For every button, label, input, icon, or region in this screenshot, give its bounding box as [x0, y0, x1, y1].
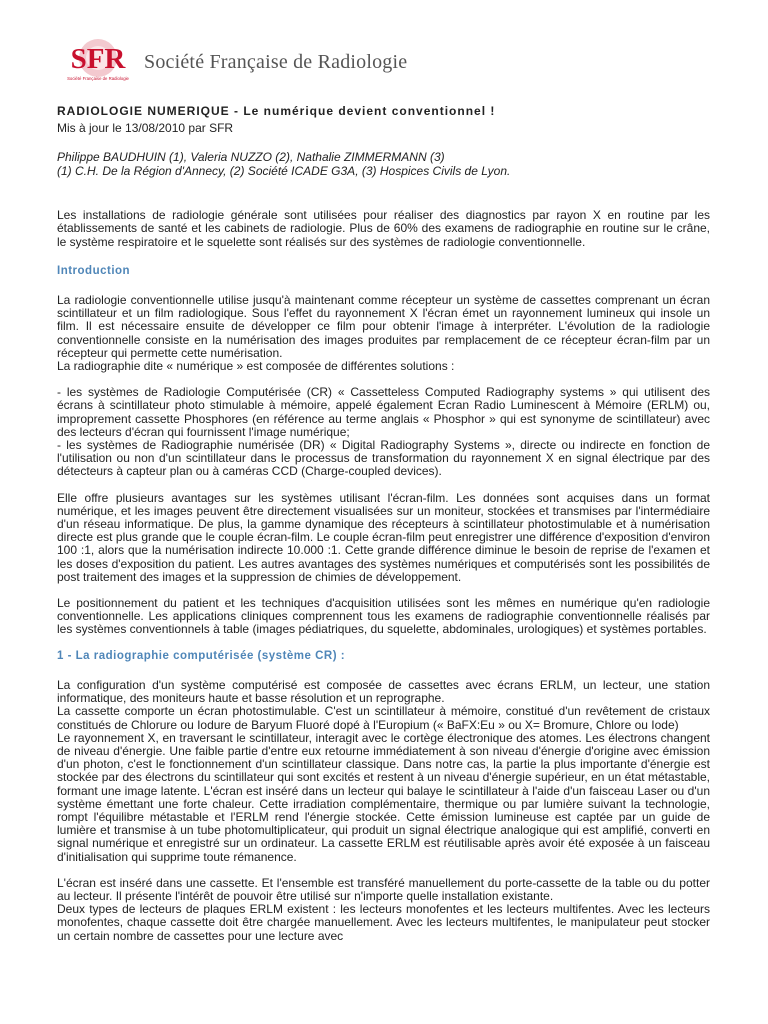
affiliations-line: (1) C.H. De la Région d'Annecy, (2) Société ICADE G3A, (3) Hospices Civils de Lyon.: [57, 163, 511, 178]
article-body: [57, 104, 710, 943]
paragraph-ecran-insere: L'écran est inséré dans une cassette. Et l'ensemble est transféré manuellement du porte-cassette de la table ou du potter au lecteur. Il présente l'intérêt de pouvoir être utilisé sur n'importe quelle installation existante.: [57, 875, 710, 903]
paragraph-rayonnement: Le rayonnement X, en traversant le scintillateur, interagit avec le cortège électronique des atomes. Les électrons changent de niveau d'énergie. Une faible partie d'entre eux retourne immédiatement à son niveau d'énergie d'origine avec émission d'un photon, c'est le fonctionnement d'un scintillateur classique. Dans notre cas, la partie la plus importante d'énergie est stockée par des électrons du scintillateur qui sont excités et restent à un niveau d'énergie supérieur, en un état métastable, formant une image latente. L'écran est inséré dans un lecteur qui balaye le scintillateur à l'aide d'un faisceau Laser ou d'un système émettant une forte chaleur. Cette irradiation complémentaire, thermique ou par lumière suivant la technologie, rompt l'équilibre métastable et l'ERLM rend l'énergie stockée. Cette émission lumineuse est captée par un guide de lumière et transmise à un tube photomultiplicateur, qui produit un signal électrique analogique qui est amplifié, converti en signal numérique et enregistré sur un ordinateur. La cassette ERLM est réutilisable après avoir été exposée à un faisceau d'initialisation qui supprime toute rémanence.: [57, 730, 710, 864]
paragraph-conventionnelle: La radiologie conventionnelle utilise jusqu'à maintenant comme récepteur un système de cassettes comprenant un écran scintillateur et un film radiologique. Sous l'effet du rayonnement X l'écran émet un rayonnement lumineux qui insole un film. Il est nécessaire ensuite de développer ce film pour obtenir l'image à interpréter. L'évolution de la radiologie conventionnelle consiste en la numérisation des images produites par remplacement de ce récepteur écran-film par un récepteur qui permette cette numérisation.: [57, 293, 710, 360]
article-title: RADIOLOGIE NUMERIQUE - Le numérique devient conventionnel !: [57, 104, 496, 118]
paragraph-solutions: La radiographie dite « numérique » est composée de différentes solutions :: [57, 359, 455, 374]
section-heading-cr: 1 - La radiographie computérisée (système CR) :: [57, 649, 346, 662]
paragraph-configuration: La configuration d'un système computérisé est composée de cassettes avec écrans ERLM, un lecteur, une station informatique, des moniteurs haute et basse résolution et un reprographe.: [57, 677, 710, 706]
section-heading-introduction: Introduction: [57, 264, 131, 277]
header: [58, 38, 478, 86]
paragraph-dr-systems: - les systèmes de Radiographie numérisée (DR) « Digital Radiography Systems », directe ou indirecte en fonction de l'utilisation ou non d'un scintillateur dans le processus de transformation du rayonnement X en signal électrique par des détecteurs à capteur plan ou à caméras CCD (Charge-coupled devices).: [57, 438, 710, 479]
organization-name: Société Française de Radiologie: [144, 51, 408, 73]
update-line: Mis à jour le 13/08/2010 par SFR: [57, 121, 234, 135]
authors-line: Philippe BAUDHUIN (1), Valeria NUZZO (2), Nathalie ZIMMERMANN (3): [57, 150, 445, 165]
logo-letters: SFR: [70, 43, 126, 75]
intro-paragraph: Les installations de radiologie générale sont utilisées pour réaliser des diagnostics par rayon X en routine par les établissements de santé et les cabinets de radiologie. Plus de 60% des examens de radiographie en routine sur le crâne, le système respiratoire et le squelette sont réalisés sur des systèmes de radiologie conventionnelle.: [57, 208, 710, 249]
paragraph-cr-systems: - les systèmes de Radiologie Computérisée (CR) « Cassetteless Computed Radiography systems » qui utilisent des écrans à scintillateur photo stimulable à mémoire, appelé également Ecran Radio Luminescent à Mémoire (ERLM) ou, improprement cassette Phosphores (en référence au terme anglais « Phosphor » qui est synonyme de scintillateur) avec des lecteurs d'écran qui fournissent l'image numérique;: [57, 385, 710, 439]
authors-block: [57, 151, 710, 178]
paragraph-positionnement: Le positionnement du patient et les techniques d'acquisition utilisées sont les mêmes en numérique qu'en radiologie conventionnelle. Les applications cliniques comprennent tous les examens de radiographie conventionnelle réalisés par les systèmes conventionnels à table (images pédiatriques, du squelette, abdominales, urologiques) et systèmes portables.: [57, 596, 710, 637]
paragraph-lecteurs: Deux types de lecteurs de plaques ERLM existent : les lecteurs monofentes et les lecteurs multifentes. Avec les lecteurs monofentes, chaque cassette doit être chargée manuellement. Avec les lecteurs multifentes, le manipulateur peut stocker un certain nombre de cassettes pour une lecture avec: [57, 902, 710, 943]
paragraph-avantages: Elle offre plusieurs avantages sur les systèmes utilisant l'écran-film. Les données sont acquises dans un format numérique, et les images peuvent être directement visualisées sur un moniteur, stockées et transmises par l'intermédiaire d'un réseau informatique. De plus, la gamme dynamique des récepteurs à scintillateur photostimulable et à numérisation directe est plus grande que le couple écran-film. Le couple écran-film peut enregistrer une différence d'exposition d'environ 100 :1, alors que la numérisation indirecte 10.000 :1. Cette grande différence diminue le besoin de reprise de l'examen et les doses d'exposition du patient. Les autres avantages des systèmes numériques et computérisés sont les possibilités de post traitement des images et la suppression de chimies de développement.: [57, 490, 710, 584]
logo-subtext: Société Française de Radiologie: [67, 76, 129, 81]
paragraph-cassette: La cassette comporte un écran photostimulable. C'est un scintillateur à mémoire, constitué d'un revêtement de cristaux constitués de Chlorure ou Iodure de Baryum Fluoré dopé à l'Europium (« BaFX:Eu » ou X= Bromure, Chlore ou Iode): [57, 704, 710, 732]
sfr-logo: [58, 38, 138, 84]
